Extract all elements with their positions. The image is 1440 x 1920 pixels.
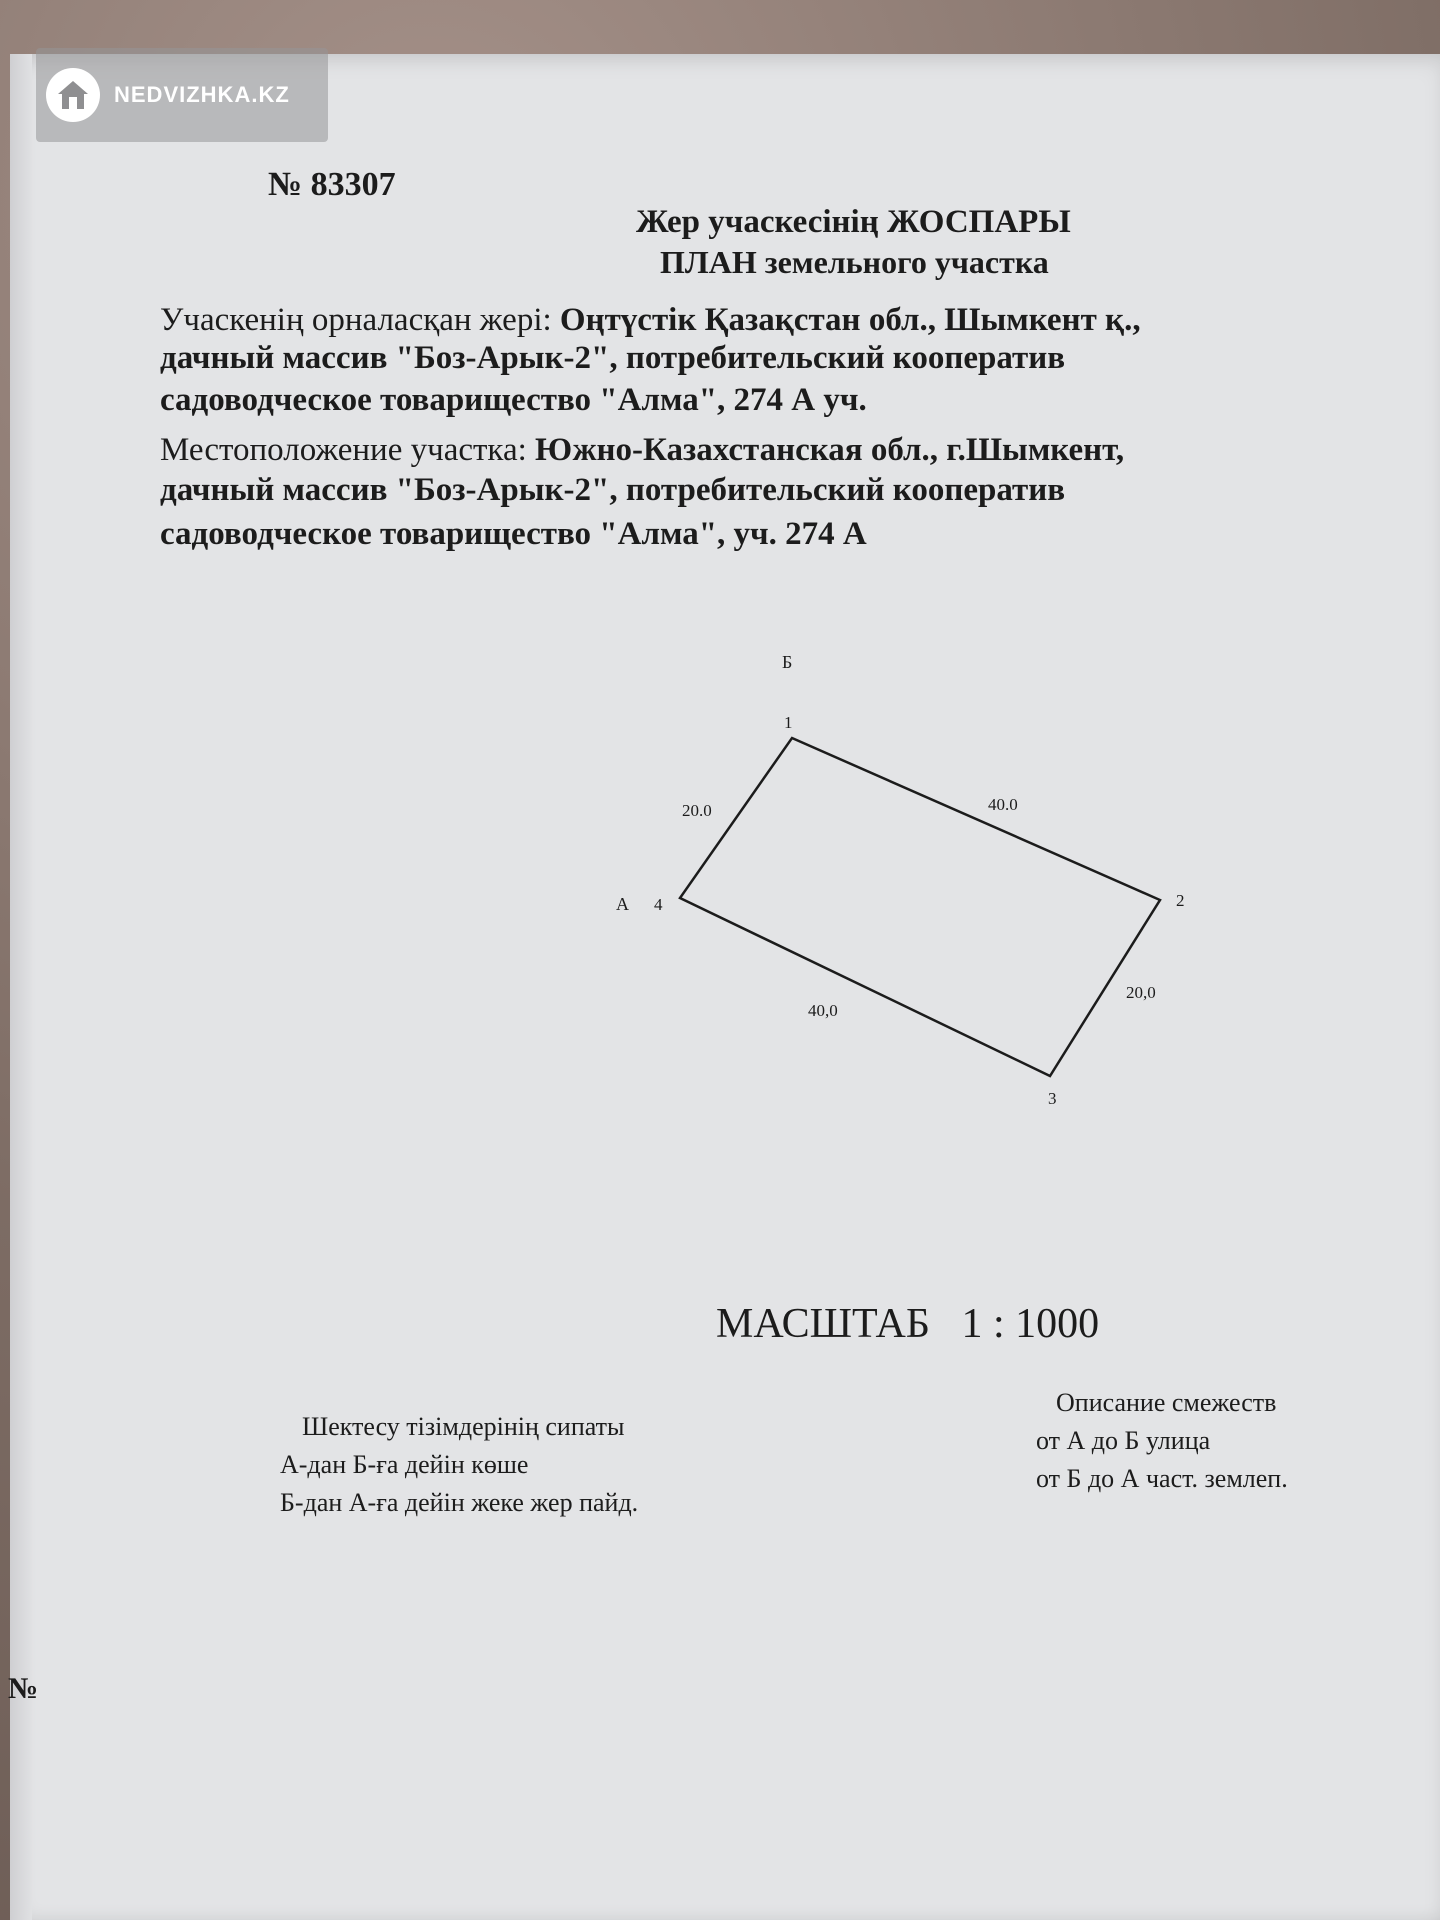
corner-number-mark: № — [8, 1672, 39, 1705]
side-length-2-3: 20,0 — [1126, 983, 1156, 1002]
adjacency-ru-heading: Описание смежеств — [1056, 1388, 1277, 1417]
direction-label-a: А — [616, 894, 629, 914]
point-label-1: 1 — [784, 713, 793, 732]
location-ru-line3: садоводческое товарищество "Алма", уч. 274 А — [160, 516, 867, 552]
location-ru-line2: дачный массив "Боз-Арык-2", потребительский кооператив — [160, 472, 1066, 508]
scale-label: МАСШТАБ — [716, 1301, 930, 1347]
point-label-4: 4 — [654, 895, 663, 914]
side-length-1-2: 40.0 — [988, 795, 1018, 814]
side-length-4-1: 20.0 — [682, 801, 712, 820]
adjacency-kz-line1: А-дан Б-ға дейін көше — [280, 1450, 529, 1479]
location-kz-line2: дачный массив "Боз-Арык-2", потребительский кооператив — [160, 340, 1066, 376]
watermark-text: NEDVIZHKA.KZ — [114, 82, 290, 107]
location-kz-line3: садоводческое товарищество "Алма", 274 А уч. — [160, 382, 867, 418]
title-kz: Жер учаскесінің ЖОСПАРЫ — [636, 204, 1071, 240]
scale — [716, 1300, 1099, 1348]
side-length-3-4: 40,0 — [808, 1001, 838, 1020]
location-ru-value: Южно-Казахстанская обл., г.Шымкент, — [535, 432, 1125, 468]
location-kz-value: Оңтүстік Қазақстан обл., Шымкент қ., — [559, 302, 1141, 338]
location-kz-label: Учаскенің орналасқан жері: — [160, 302, 552, 338]
adjacency-ru-line1: от А до Б улица — [1036, 1426, 1211, 1455]
document-number: № 83307 — [268, 166, 396, 203]
title-ru: ПЛАН земельного участка — [660, 244, 1049, 280]
adjacency-kz-heading: Шектесу тізімдерінің сипаты — [302, 1412, 625, 1441]
point-label-3: 3 — [1048, 1089, 1057, 1108]
scale-value: 1 : 1000 — [961, 1301, 1100, 1347]
plot-outline — [680, 738, 1160, 1076]
adjacency-kz-line2: Б-дан А-ға дейін жеке жер пайд. — [280, 1488, 639, 1517]
location-ru-label: Местоположение участка: — [160, 432, 527, 468]
adjacency-ru-line2: от Б до А част. землеп. — [1036, 1464, 1288, 1493]
point-label-2: 2 — [1176, 891, 1185, 910]
direction-label-b: Б — [782, 652, 793, 672]
